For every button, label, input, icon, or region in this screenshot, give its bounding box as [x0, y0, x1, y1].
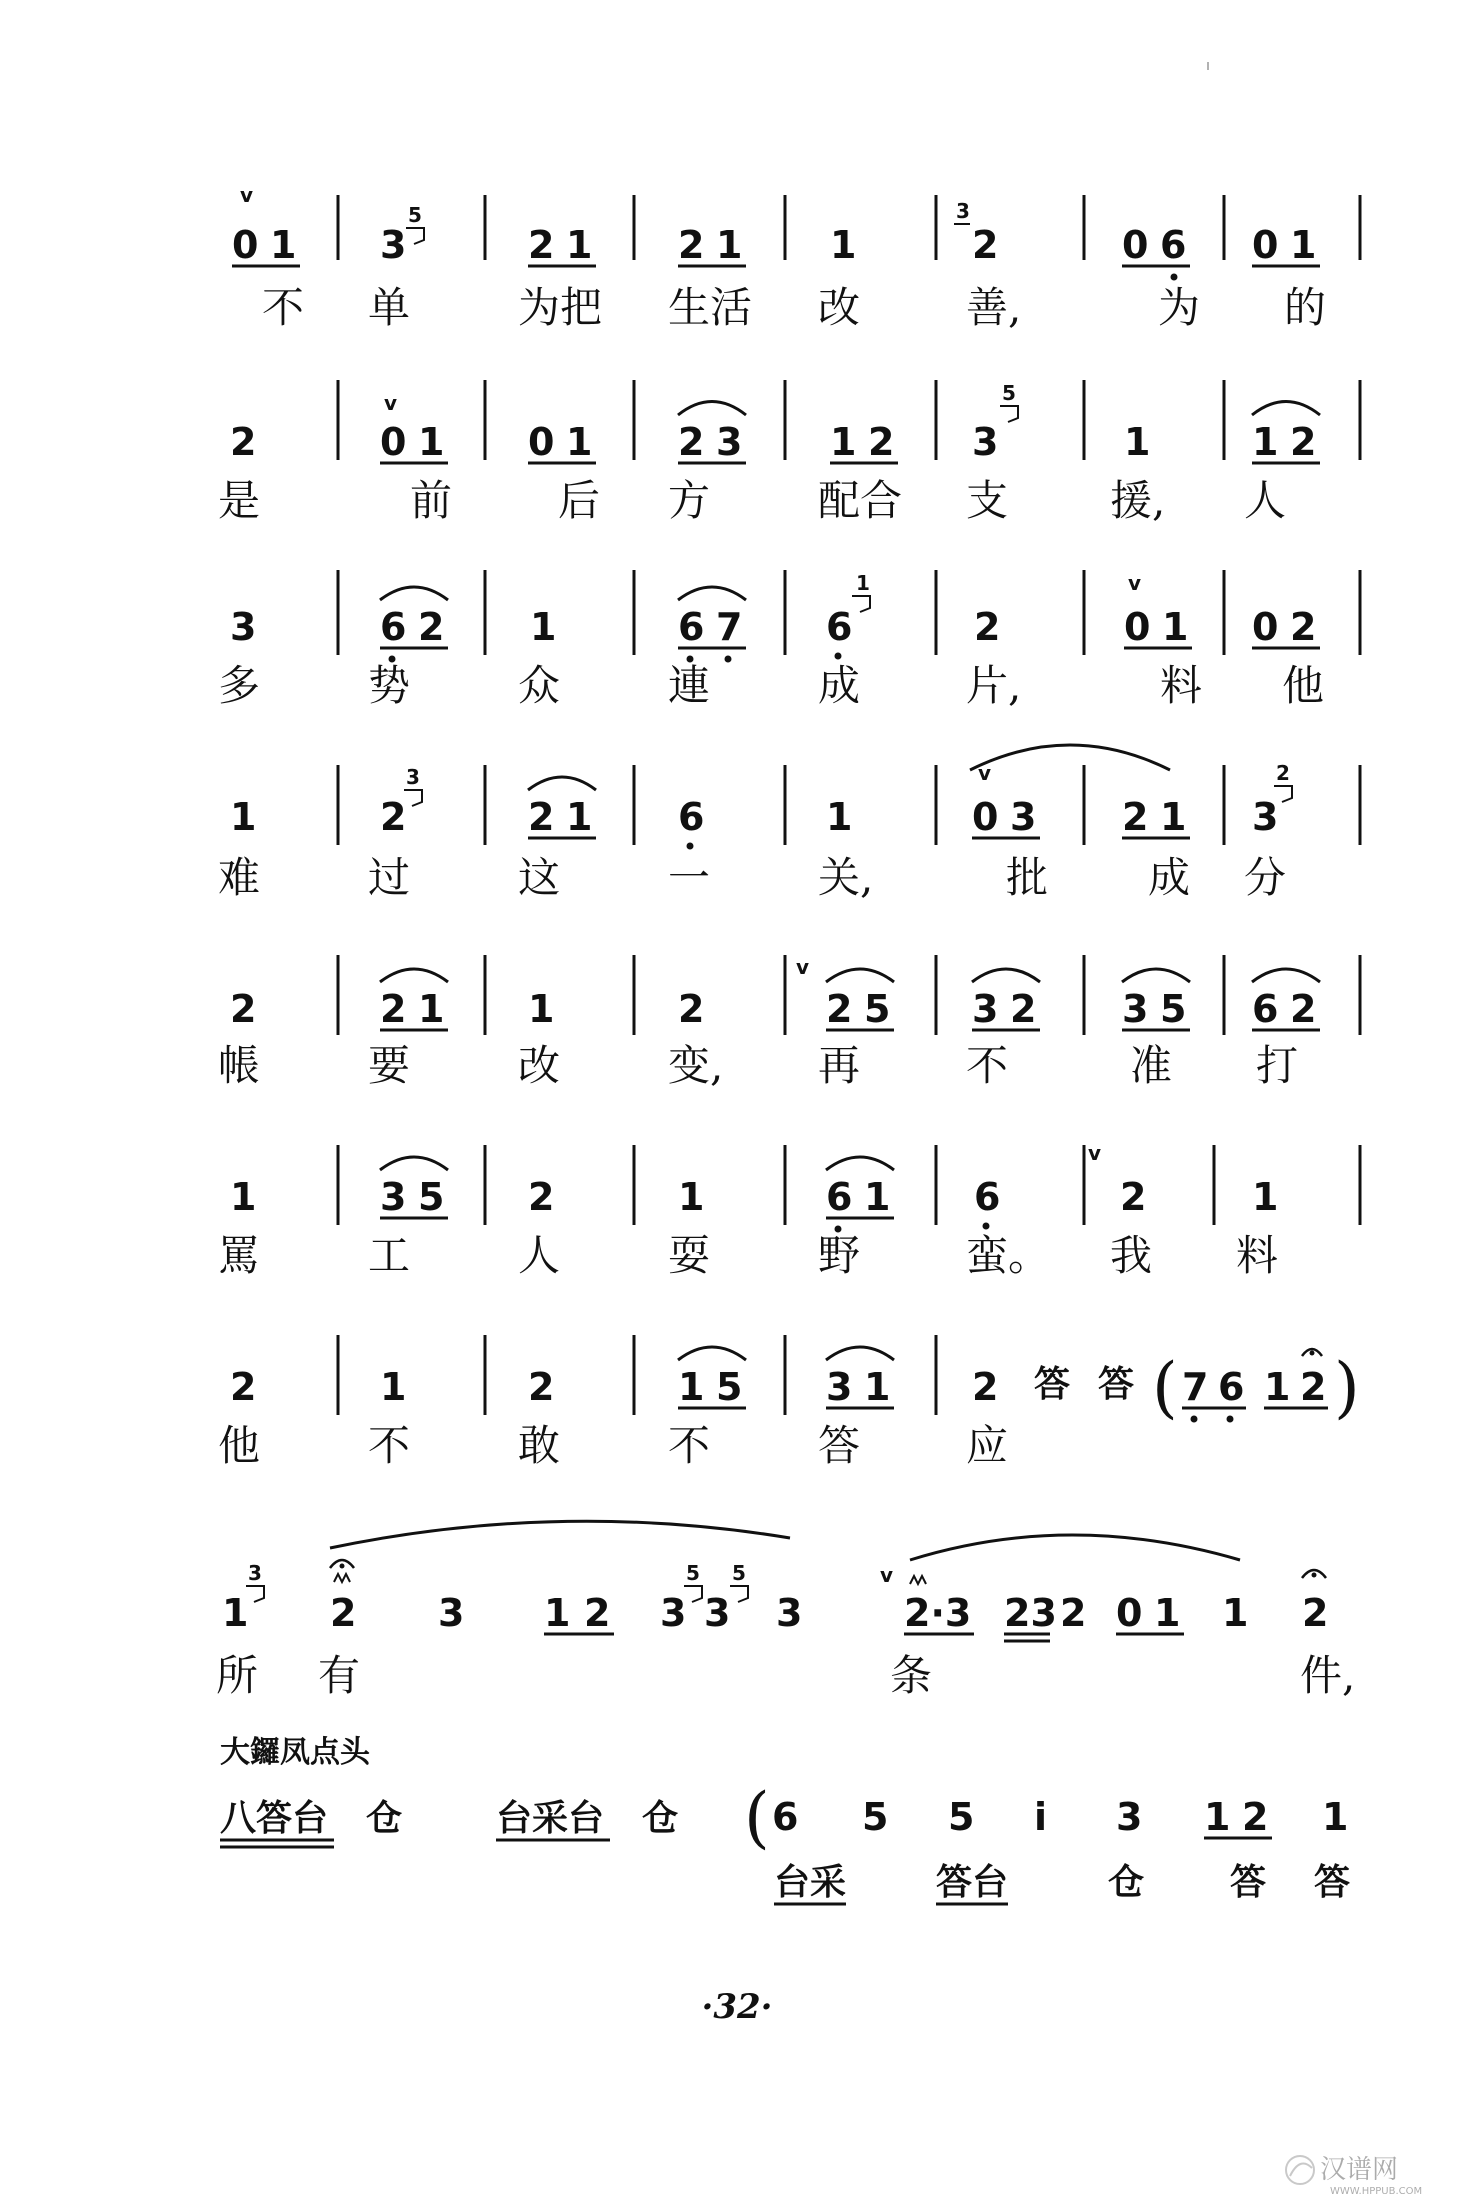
note: 2: [1290, 605, 1317, 649]
note: 5: [864, 987, 891, 1031]
lyric: 改: [518, 1041, 561, 1090]
note: 23: [1004, 1591, 1057, 1635]
grace-note: 5: [1002, 381, 1016, 405]
lyric: 后: [558, 476, 601, 525]
score-line-4: [218, 745, 1360, 902]
grace-note: 5: [732, 1561, 746, 1585]
note: 3: [972, 987, 999, 1031]
lyric: 为把: [518, 283, 603, 332]
grace-note: 1: [856, 571, 870, 595]
note: 1: [1252, 420, 1279, 464]
note: 3: [380, 1175, 407, 1219]
note: 6: [1218, 1365, 1245, 1409]
lyric: 难: [218, 853, 261, 902]
lyric: 連: [668, 661, 711, 710]
score-line-2: [218, 380, 1360, 525]
note: 2: [528, 223, 555, 267]
note: 1: [222, 1591, 249, 1635]
note: 3: [380, 223, 407, 267]
lyric: 答: [818, 1421, 861, 1470]
lyric: 料: [1236, 1231, 1279, 1280]
note: 1: [1204, 1795, 1231, 1839]
note: 2: [418, 605, 445, 649]
lyric: 势: [368, 661, 411, 710]
lyric: 要: [368, 1041, 411, 1090]
note: 2: [528, 1175, 555, 1219]
grace-note: 2: [1276, 761, 1290, 785]
lyric: 应: [966, 1421, 1009, 1470]
note: 1: [1154, 1591, 1181, 1635]
note: 6: [1160, 223, 1187, 267]
note: 1: [830, 223, 857, 267]
note: 5: [862, 1795, 889, 1839]
grace-note: 5: [408, 203, 422, 227]
score-line-7: [218, 1335, 1360, 1470]
lyric: 批: [1006, 853, 1049, 902]
note: 1: [566, 795, 593, 839]
note: 1: [678, 1365, 705, 1409]
note: 0: [1252, 223, 1279, 267]
note: 6: [1252, 987, 1279, 1031]
note: 2: [1300, 1365, 1327, 1409]
lyric: 方: [668, 476, 711, 525]
note: 2: [1010, 987, 1037, 1031]
lyric: 耍: [668, 1231, 711, 1280]
note: 2: [974, 605, 1001, 649]
note: 3: [826, 1365, 853, 1409]
percussion-syllable: 仓: [366, 1797, 403, 1839]
lyric: 打: [1256, 1041, 1299, 1090]
lyric: 不: [262, 283, 305, 332]
lyric: 帳: [218, 1041, 261, 1090]
note: 0: [1124, 605, 1151, 649]
lyric: 的: [1284, 283, 1327, 332]
lyric: 成: [818, 661, 861, 710]
lyric: 他: [1282, 661, 1325, 710]
note: 1: [270, 223, 297, 267]
note: 1: [566, 223, 593, 267]
note: 1: [830, 420, 857, 464]
lyric: 众: [518, 661, 561, 710]
watermark-text: 汉谱网: [1320, 2155, 1399, 2185]
lyric: 蛮。: [966, 1231, 1051, 1280]
note: 3: [1122, 987, 1149, 1031]
breath-mark: v: [1088, 1141, 1102, 1165]
lyric: 多: [218, 661, 261, 710]
note: 2: [330, 1591, 357, 1635]
lyric: 过: [368, 853, 411, 902]
note: 1: [1264, 1365, 1291, 1409]
close-parenthesis: ): [1334, 1349, 1360, 1426]
note: 1: [1162, 605, 1189, 649]
breath-mark: v: [880, 1563, 894, 1587]
note: 2: [678, 223, 705, 267]
note: 0: [1252, 605, 1279, 649]
lyric: 不: [368, 1421, 411, 1470]
lyric: 件,: [1300, 1651, 1356, 1700]
breath-mark: v: [384, 391, 398, 415]
lyric: 支: [966, 476, 1009, 525]
score-line-6: [218, 1141, 1360, 1280]
score-line-5: [218, 955, 1360, 1090]
percussion-syllable: 答: [1098, 1363, 1135, 1405]
note: 1: [544, 1591, 571, 1635]
note: 3: [660, 1591, 687, 1635]
score-line-8: [216, 1521, 1355, 1700]
note: 1: [528, 987, 555, 1031]
note: 2: [678, 987, 705, 1031]
percussion-syllable: 答: [1034, 1363, 1071, 1405]
note: 2: [1290, 987, 1317, 1031]
percussion-syllable: 台采台: [496, 1797, 605, 1839]
note: 3: [438, 1591, 465, 1635]
note: 7: [716, 605, 743, 649]
note: 1: [678, 1175, 705, 1219]
note: 0: [232, 223, 259, 267]
note: 2: [584, 1591, 611, 1635]
percussion-label: 大鑼凤点头: [220, 1735, 370, 1770]
note: 1: [530, 605, 557, 649]
note: 2: [868, 420, 895, 464]
lyric: 野: [818, 1231, 861, 1280]
breath-mark: v: [1128, 571, 1142, 595]
note: 1: [1322, 1795, 1349, 1839]
note: 6: [826, 605, 853, 649]
note: 0: [1116, 1591, 1143, 1635]
note: 3: [1116, 1795, 1143, 1839]
percussion-syllable: 台采: [774, 1861, 847, 1903]
lyric: 配合: [818, 476, 903, 525]
lyric: 生活: [668, 283, 753, 332]
note: 2: [1060, 1591, 1087, 1635]
grace-note: 3: [406, 765, 420, 789]
lyric: 工: [368, 1231, 411, 1280]
note: 1: [1160, 795, 1187, 839]
percussion-syllable: 仓: [1108, 1861, 1145, 1903]
breath-mark: v: [240, 183, 254, 207]
note: 2: [1290, 420, 1317, 464]
note: 6: [772, 1795, 799, 1839]
lyric: 人: [1244, 476, 1287, 525]
note: 1: [380, 1365, 407, 1409]
lyric: 单: [368, 283, 411, 332]
note: i: [1034, 1795, 1048, 1839]
lyric: 所: [216, 1651, 259, 1700]
lyric: 改: [818, 283, 861, 332]
note: 3: [704, 1591, 731, 1635]
grace-note: 3: [956, 199, 970, 223]
note: 1: [1124, 420, 1151, 464]
lyric: 人: [518, 1231, 561, 1280]
note: 3: [230, 605, 257, 649]
note: 1: [826, 795, 853, 839]
note: 1: [566, 420, 593, 464]
note: 2: [972, 1365, 999, 1409]
note: 3: [716, 420, 743, 464]
note: 2: [1302, 1591, 1329, 1635]
note: 2: [528, 795, 555, 839]
note: 2: [230, 420, 257, 464]
lyric: 准: [1130, 1041, 1173, 1090]
note: 2: [380, 987, 407, 1031]
note: 1: [230, 795, 257, 839]
lyric: 为: [1158, 283, 1201, 332]
note: 2·3: [904, 1591, 972, 1635]
note: 6: [678, 605, 705, 649]
lyric: 成: [1148, 853, 1191, 902]
note: 0: [380, 420, 407, 464]
note: 0: [1122, 223, 1149, 267]
note: 2: [230, 987, 257, 1031]
note: 3: [1010, 795, 1037, 839]
lyric: 我: [1110, 1231, 1153, 1280]
note: 5: [716, 1365, 743, 1409]
note: 2: [230, 1365, 257, 1409]
note: 6: [974, 1175, 1001, 1219]
grace-note: 3: [248, 1561, 262, 1585]
score-line-1: [232, 183, 1360, 332]
lyric: 敢: [518, 1421, 561, 1470]
note: 5: [418, 1175, 445, 1219]
lyric: 再: [818, 1041, 861, 1090]
lyric: 关,: [818, 853, 874, 902]
note: 1: [716, 223, 743, 267]
note: 2: [1242, 1795, 1269, 1839]
note: 1: [230, 1175, 257, 1219]
note: 5: [948, 1795, 975, 1839]
lyric: 是: [218, 476, 261, 525]
note: 6: [678, 795, 705, 839]
lyric: 善,: [966, 283, 1022, 332]
percussion-syllable: 八答台: [220, 1797, 329, 1839]
note: 3: [972, 420, 999, 464]
lyric: 他: [218, 1421, 261, 1470]
score-line-3: [218, 570, 1360, 710]
percussion-syllable: 答: [1230, 1861, 1267, 1903]
note: 1: [418, 987, 445, 1031]
percussion-section: [220, 1735, 1350, 1904]
note: 1: [1252, 1175, 1279, 1219]
note: 0: [972, 795, 999, 839]
lyric: 有: [318, 1651, 361, 1700]
note: 0: [528, 420, 555, 464]
note: 2: [528, 1365, 555, 1409]
watermark: [1286, 2155, 1422, 2197]
note: 2: [678, 420, 705, 464]
percussion-syllable: 答台: [936, 1861, 1009, 1903]
lyric: 分: [1244, 853, 1287, 902]
percussion-syllable: 仓: [642, 1797, 679, 1839]
breath-mark: v: [796, 955, 810, 979]
note: 3: [1252, 795, 1279, 839]
lyric: 这: [518, 853, 561, 902]
note: 1: [1222, 1591, 1249, 1635]
note: 7: [1182, 1365, 1209, 1409]
note: 2: [1120, 1175, 1147, 1219]
lyric: 变,: [668, 1041, 724, 1090]
breath-mark: v: [978, 761, 992, 785]
lyric: 条: [890, 1651, 933, 1700]
lyric: 前: [410, 476, 453, 525]
note: 1: [1290, 223, 1317, 267]
page-number: ·32·: [701, 1987, 773, 2027]
note: 6: [380, 605, 407, 649]
lyric: 一: [668, 853, 711, 902]
lyric: 料: [1160, 661, 1203, 710]
lyric: 罵: [218, 1231, 261, 1280]
lyric: 不: [668, 1421, 711, 1470]
note: 2: [1122, 795, 1149, 839]
watermark-logo-icon: [1286, 2156, 1314, 2184]
note: 3: [776, 1591, 803, 1635]
open-parenthesis: (: [1152, 1349, 1178, 1426]
note: 1: [864, 1175, 891, 1219]
percussion-syllable: 答: [1314, 1861, 1351, 1903]
lyric: 片,: [966, 661, 1022, 710]
grace-note: 5: [686, 1561, 700, 1585]
open-parenthesis: (: [744, 1779, 770, 1856]
note: 1: [864, 1365, 891, 1409]
lyric: 不: [966, 1041, 1009, 1090]
note: 5: [1160, 987, 1187, 1031]
note: 2: [972, 223, 999, 267]
note: 2: [826, 987, 853, 1031]
note: 2: [380, 795, 407, 839]
note: 6: [826, 1175, 853, 1219]
note: 1: [418, 420, 445, 464]
watermark-url: WWW.HPPUB.COM: [1330, 2186, 1423, 2197]
lyric: 援,: [1110, 476, 1166, 525]
